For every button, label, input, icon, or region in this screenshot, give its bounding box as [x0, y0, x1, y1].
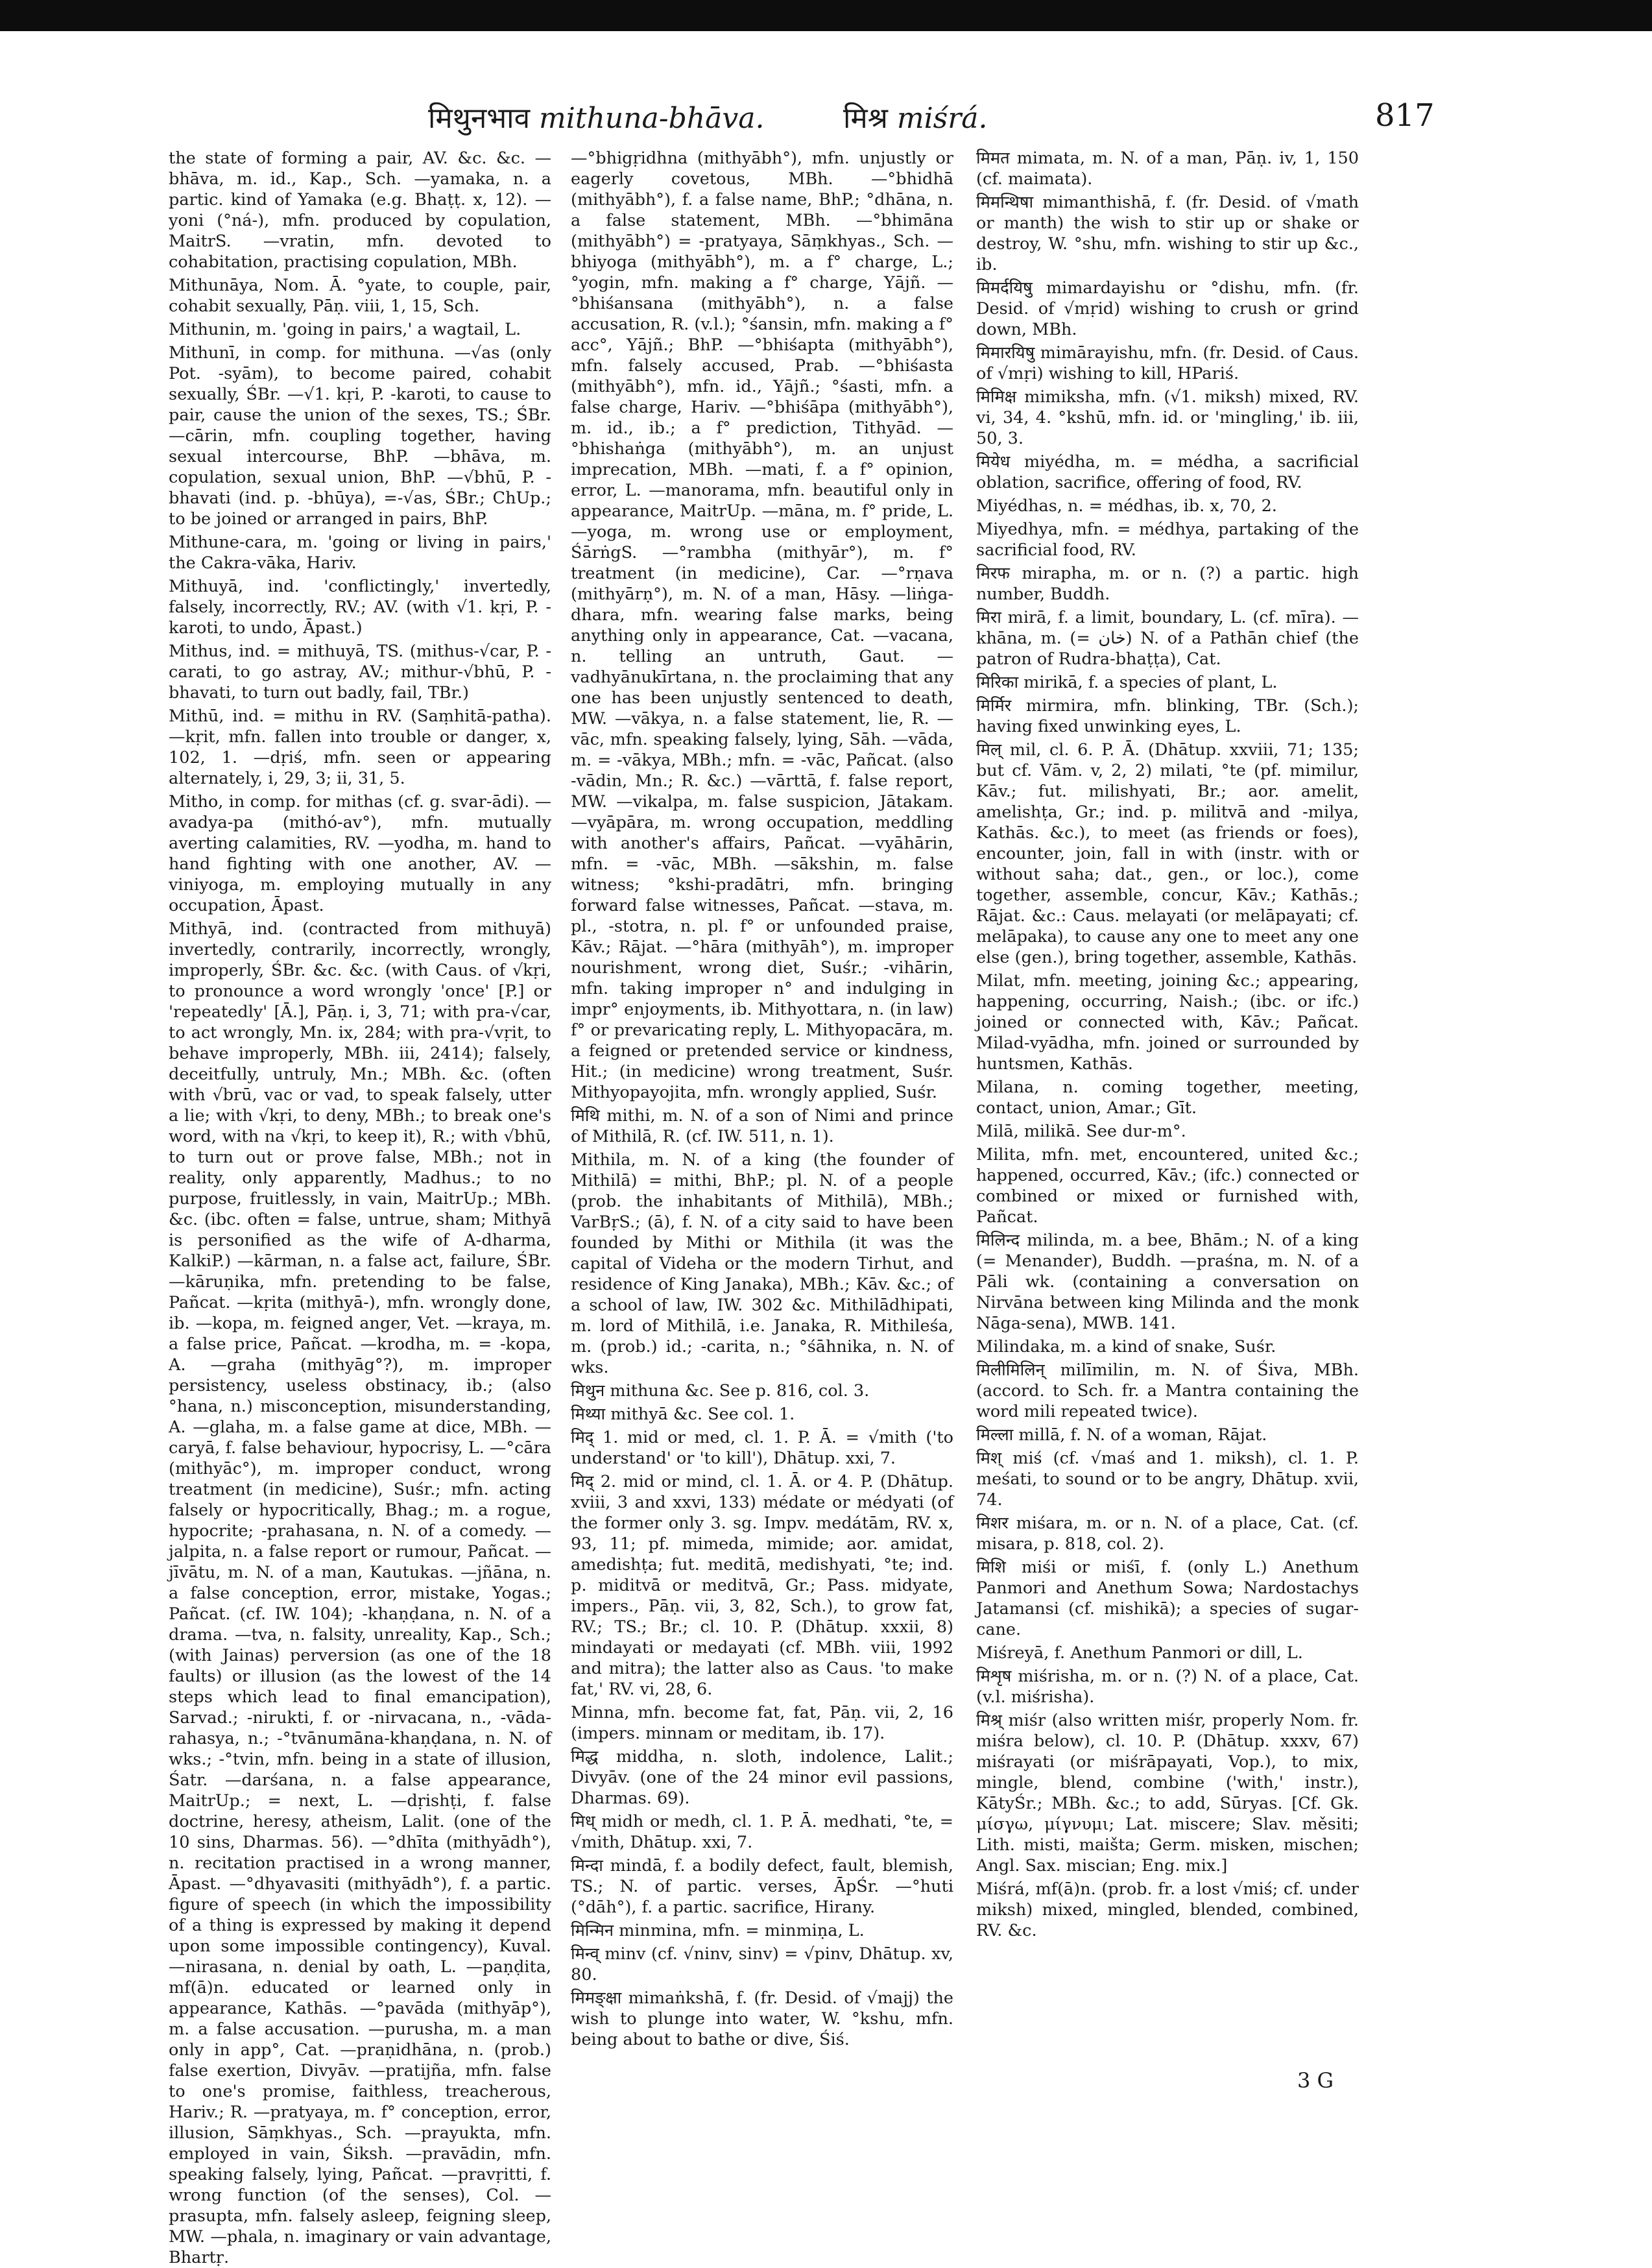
dictionary-entry: मिद् 2. mid or mind, cl. 1. Ā. or 4. P. (Dhātup. xviii, 3 and xxvi, 133) médate or médyati (of the former only 3. sg. Impv. medátām, RV. x, 93, 11; pf. mimeda, mimide; aor. amidat, amedishṭa; fut. meditā, medishyati, °te; ind. p. miditvā or meditvā, Gr.; Pass. midyate, impers., Pāṇ. vii, 3, 82, Sch.), to grow fat, RV.; TS.; Br.; cl. 10. P. (Dhātup. xxxii, 8) mindayati or medayati (cf. MBh. viii, 1992 and mitra); the latter also as Caus. 'to make fat,' RV. vi, 28, 6.: [571, 1472, 953, 1699]
dictionary-entry: मिरा mirā, f. a limit, boundary, L. (cf. mīra). —khāna, m. (= خان) N. of a Pathān chief (the patron of Rudra-bhaṭṭa), Cat.: [976, 608, 1359, 669]
header-left-devanagari: मिथुनभाव: [428, 102, 531, 135]
dictionary-entry: Milana, n. coming together, meeting, contact, union, Amar.; Gīt.: [976, 1078, 1359, 1118]
header-mid-devanagari: मिश्र: [843, 102, 888, 135]
dictionary-entry: Minna, mfn. become fat, fat, Pāṇ. vii, 2, 16 (impers. minnam or meditam, ib. 17).: [571, 1703, 953, 1743]
column-middle: [571, 148, 953, 2088]
column-left: [169, 148, 552, 2267]
scan-top-edge: [0, 0, 1652, 31]
dictionary-entry: मिमङ्क्षा mimaṅkshā, f. (fr. Desid. of √majj) the wish to plunge into water, W. °kshu, mfn. being about to bathe or dive, Śiś.: [571, 1988, 953, 2049]
running-header: [195, 97, 1435, 143]
dictionary-entry: मिश्र् miśr (also written miśr, properly Nom. fr. miśra below), cl. 10. P. (Dhātup. xxxv, 67) miśrayati (or miśrāpayati, Vop.), to mix, mingle, blend, combine ('with,' instr.), KātyŚr.; MBh. &c.; to add, Sūryas. [Cf. Gk. μίσγω, μίγνυμι; Lat. miscere; Slav. měsiti; Lith. misti, maišta; Germ. misken, mischen; Angl. Sax. miscian; Eng. mix.]: [976, 1711, 1359, 1876]
page-number: 817: [1375, 97, 1435, 134]
dictionary-entry: Milat, mfn. meeting, joining &c.; appearing, happening, occurring, Naish.; (ibc. or ifc.) joined or connected with, Kāv.; Pañcat. Milad-vyādha, mfn. joined or surrounded by huntsmen, Kathās.: [976, 971, 1359, 1074]
signature-mark: 3 G: [1297, 2068, 1334, 2093]
dictionary-entry: Mithunī, in comp. for mithuna. —√as (only Pot. -syām), to become paired, cohabit sexually, ŚBr. —√1. kṛi, P. -karoti, to cause to pair, cause the union of the sexes, TS.; ŚBr. —cārin, mfn. coupling together, having sexual intercourse, BhP. —bhāva, m. copulation, sexual union, BhP. —√bhū, P. -bhavati (ind. p. -bhūya), =-√as, ŚBr.; ChUp.; to be joined or arranged in pairs, BhP.: [169, 343, 551, 529]
dictionary-entry: मिर्मिर mirmira, mfn. blinking, TBr. (Sch.); having fixed unwinking eyes, L.: [976, 696, 1359, 736]
dictionary-entry: मिल्ला millā, f. N. of a woman, Rājat.: [976, 1425, 1267, 1445]
dictionary-entry: Mitho, in comp. for mithas (cf. g. svar-ādi). —avadya-pa (mithó-av°), mfn. mutually averting calamities, RV. —yodha, m. hand to hand fighting with one another, AV. —viniyoga, m. employing mutually in any occupation, Āpast.: [169, 792, 551, 915]
dictionary-entry: मियेध miyédha, m. = médha, a sacrificial oblation, sacrifice, offering of food, RV.: [976, 452, 1359, 492]
dictionary-entry: मिशृष miśrisha, m. or n. (?) N. of a place, Cat. (v.l. miśrisha).: [976, 1667, 1359, 1707]
dictionary-entry: मिमिक्ष mimiksha, mfn. (√1. miksh) mixed, RV. vi, 34, 4. °kshū, mfn. id. or 'mingling,' ib. iii, 50, 3.: [976, 387, 1359, 448]
dictionary-entry: मिलिन्द milinda, m. a bee, Bhām.; N. of a king (= Menander), Buddh. —praśna, m. N. of a Pāli wk. (containing a conversation on Nirvāna between king Milinda and the monk Nāga-sena), MWB. 141.: [976, 1231, 1359, 1333]
dictionary-entry: मिरफ mirapha, m. or n. (?) a partic. high number, Buddh.: [976, 564, 1359, 604]
dictionary-entry: मिन्दा mindā, f. a bodily defect, fault, blemish, TS.; N. of partic. verses, ĀpŚr. —°huti (°dāh°), f. a partic. sacrifice, Hirany.: [571, 1856, 953, 1917]
dictionary-entry: the state of forming a pair, AV. &c. &c. —bhāva, m. id., Kap., Sch. —yamaka, n. a partic. kind of Yamaka (e.g. Bhaṭṭ. x, 12). —yoni (°ná-), mfn. produced by copulation, MaitrS. —vratin, mfn. devoted to cohabitation, practising copulation, MBh.: [169, 149, 551, 272]
dictionary-entry: Mithū, ind. = mithu in RV. (Saṃhitā-patha). —kṛit, mfn. fallen into trouble or danger, x, 102, 1. —dṛiś, mfn. seen or appearing alternately, i, 29, 3; ii, 31, 5.: [169, 706, 551, 788]
dictionary-entry: मिथ्या mithyā &c. See col. 1.: [571, 1405, 795, 1424]
dictionary-entry: Miyedhya, mfn. = médhya, partaking of the sacrificial food, RV.: [976, 520, 1359, 560]
dictionary-entry: Milindaka, m. a kind of snake, Suśr.: [976, 1337, 1276, 1357]
dictionary-entry: मिशि miśi or miśī, f. (only L.) Anethum Panmori and Anethum Sowa; Nardostachys Jatamansi (cf. mishikā); a species of sugar-cane.: [976, 1558, 1359, 1639]
dictionary-entry: Milā, milikā. See dur-m°.: [976, 1122, 1186, 1141]
dictionary-entry: मिध् midh or medh, cl. 1. P. Ā. medhati, °te, = √mith, Dhātup. xxi, 7.: [571, 1812, 953, 1852]
dictionary-entry: —°bhigṛidhna (mithyābh°), mfn. unjustly or eagerly covetous, MBh. —°bhidhā (mithyābh°), f. a false name, BhP.; °dhāna, n. a false statement, MBh. —°bhimāna (mithyābh°) = -pratyaya, Sāṃkhyas., Sch. —bhiyoga (mithyābh°), m. a f° charge, L.; °yogin, mfn. making a f° charge, Yājñ. —°bhiśansana (mithyābh°), n. a false accusation, R. (v.l.); °śansin, mfn. making a f° acc°, Yājñ.; BhP. —°bhiśapta (mithyābh°), mfn. falsely accused, Prab. —°bhiśasta (mithyābh°), mfn. id., Yājñ.; °śasti, mfn. a false charge, Hariv. —°bhiśāpa (mithyābh°), m. id., ib.; a f° prediction, Tithyād. —°bhishaṅga (mithyābh°), m. an unjust imprecation, MBh. —mati, f. a f° opinion, error, L. —manorama, mfn. beautiful only in appearance, MaitrUp. —māna, m. f° pride, L. —yoga, m. wrong use or employment, ŚārṅgS. —°rambha (mithyār°), m. f° treatment (in medicine), Car. —°rṇava (mithyārṇ°), m. N. of a man, Hāsy. —liṅga-dhara, mfn. wearing false marks, being anything only in appearance, Cat. —vacana, n. telling an untruth, Gaut. —vadhyānukīrtana, n. the proclaiming that any one has been unjustly sentenced to death, MW. —vākya, n. a false statement, lie, R. —vāc, mfn. speaking falsely, lying, Sāh. —vāda, m. = -vākya, MBh.; mfn. = -vāc, Pañcat. (also -vādin, Mn.; R. &c.) —vārttā, f. false report, MW. —vikalpa, m. false suspicion, Jātakam. —vyāpāra, m. wrong occupation, meddling with another's affairs, Pañcat. —vyāhārin, mfn. = -vāc, MBh. —sākshin, m. false witness; °kshi-pradātri, mfn. bringing forward false witnesses, Pañcat. —stava, m. pl., -stotra, n. pl. f° or unfounded praise, Kāv.; Rājat. —°hāra (mithyāh°), m. improper nourishment, wrong diet, Suśr.; -vihārin, mfn. taking improper n° and indulging in impr° enjoyments, ib. Mithyottara, n. (in law) f° or prevaricating reply, L. Mithyopacāra, m. a feigned or pretended service or kindness, Hit.; (in medicine) wrong treatment, Suśr. Mithyopayojita, mfn. wrongly applied, Suśr.: [571, 149, 953, 1102]
dictionary-entry: Mithuyā, ind. 'conflictingly,' invertedly, falsely, incorrectly, RV.; AV. (with √1. kṛi, P. -karoti, to undo, Āpast.): [169, 577, 551, 638]
dictionary-entry: मिद् 1. mid or med, cl. 1. P. Ā. = √mith ('to understand' or 'to kill'), Dhātup. xxi, 7.: [571, 1428, 953, 1468]
column-right: [976, 148, 1359, 2088]
dictionary-entry: मिथुन mithuna &c. See p. 816, col. 3.: [571, 1381, 870, 1401]
dictionary-entry: Milita, mfn. met, encountered, united &c.; happened, occurred, Kāv.; (ifc.) connected or combined or mixed or furnished with, Pañcat.: [976, 1145, 1359, 1227]
dictionary-entry: मिल् mil, cl. 6. P. Ā. (Dhātup. xxviii, 71; 135; but cf. Vām. v, 2, 2) milati, °te (pf. mimilur, Kāv.; fut. milishyati, Br.; aor. amelit, amelishṭa, Gr.; ind. p. militvā and -milya, Kathās. &c.), to meet (as friends or foes), encounter, join, fall in with (instr. with or without saha; dat., gen., or loc.), come together, assemble, concur, Kāv.; Kathās.; Rājat. &c.: Caus. melayati (or melāpayati; cf. melāpaka), to cause any one to meet any one else (gen.), bring together, assemble, Kathās.: [976, 740, 1359, 967]
dictionary-entry: Miśrá, mf(ā)n. (prob. fr. a lost √miś; cf. under miksh) mixed, mingled, blended, combined, RV. &c.: [976, 1879, 1359, 1940]
header-left-headword: [428, 97, 764, 136]
dictionary-entry: Mithus, ind. = mithuyā, TS. (mithus-√car, P. -carati, to go astray, AV.; mithur-√bhū, P. -bhavati, to turn out badly, fail, TBr.): [169, 642, 551, 703]
dictionary-entry: मिशर miśara, m. or n. N. of a place, Cat. (cf. misara, p. 818, col. 2).: [976, 1514, 1359, 1554]
dictionary-entry: मिमन्थिषा mimanthishā, f. (fr. Desid. of √math or manth) the wish to stir up or shake or destroy, W. °shu, mfn. wishing to stir up &c., ib.: [976, 193, 1359, 274]
dictionary-entry: Mithyā, ind. (contracted from mithuyā) invertedly, contrarily, incorrectly, wrongly, improperly, ŚBr. &c. &c. (with Caus. of √kṛi, to pronounce a word wrongly 'once' [P.] or 'repeatedly' [Ā.], Pāṇ. i, 3, 71; with pra-√car, to act wrongly, Mn. ix, 284; with pra-√vṛit, to behave improperly, MBh. iii, 2414); falsely, deceitfully, untruly, Mn.; MBh. &c. (often with √brū, vac or vad, to speak falsely, utter a lie; with √kṛi, to deny, MBh.; to break one's word, with na √kṛi, to keep it), R.; with √bhū, to turn out or prove false, MBh.; not in reality, only apparently, Madhus.; to no purpose, fruitlessly, in vain, MaitrUp.; MBh. &c. (ibc. often = false, untrue, sham; Mithyā is personified as the wife of A-dharma, KalkiP.) —kārman, n. a false act, failure, ŚBr. —kāruṇika, mfn. pretending to be false, Pañcat. —kṛita (mithyā-), mfn. wrongly done, ib. —kopa, m. feigned anger, Vet. —kraya, m. a false price, Pañcat. —krodha, m. = -kopa, A. —graha (mithyāg°?), m. improper persistency, useless obstinacy, ib.; (also °hana, n.) misconception, misunderstanding, A. —glaha, m. a false game at dice, MBh. —caryā, f. false behaviour, hypocrisy, L. —°cāra (mithyāc°), m. improper conduct, wrong treatment (in medicine), Suśr.; mfn. acting falsely or hypocritically, Bhag.; m. a rogue, hypocrite; -prahasana, n. N. of a comedy. —jalpita, n. a false report or rumour, Pañcat. —jīvātu, m. N. of a man, Kautukas. —jñāna, n. a false conception, error, mistake, Yogas.; Pañcat. (cf. IW. 104); -khaṇḍana, n. N. of a drama. —tva, n. falsity, unreality, Kap., Sch.; (with Jainas) perversion (as one of the 18 faults) or illusion (as the lowest of the 14 steps which lead to final emancipation), Sarvad.; -nirukti, f. or -nirvacana, n., -vāda-rahasya, n.; -°tvānumāna-khaṇḍana, n. N. of wks.; -°tvin, mfn. being in a state of illusion, Śatr. —darśana, n. a false appearance, MaitrUp.; = next, L. —dṛishṭi, f. false doctrine, heresy, atheism, Lalit. (one of the 10 sins, Dharmas. 56). —°dhīta (mithyādh°), n. recitation practised in a wrong manner, Āpast. —°dhyavasiti (mithyādh°), f. a partic. figure of speech (in which the impossibility of a thing is expressed by making it depend upon some impossible contingency), Kuval. —nirasana, n. denial by oath, L. —paṇḍita, mf(ā)n. educated or learned only in appearance, Kathās. —°pavāda (mithyāp°), m. a false accusation. —purusha, m. a man only in app°, Cat. —praṇidhāna, n. (prob.) false exertion, Divyāv. —pratijña, mfn. false to one's promise, faithless, treacherous, Hariv.; R. —pratyaya, m. f° conception, error, illusion, Sāṃkhyas., Sch. —prayukta, mfn. employed in vain, Śiksh. —pravādin, mfn. speaking falsely, lying, Pañcat. —pravṛitti, f. wrong function (of the senses), Col. —prasupta, mfn. falsely asleep, feigning sleep, MW. —phala, n. imaginary or vain advantage, Bhartṛ.: [169, 919, 552, 2267]
dictionary-entry: मिन्व् minv (cf. √ninv, sinv) = √pinv, Dhātup. xv, 80.: [571, 1944, 953, 1984]
dictionary-entry: Mithunāya, Nom. Ā. °yate, to couple, pair, cohabit sexually, Pāṇ. viii, 1, 15, Sch.: [169, 276, 551, 316]
header-mid-transliteration: miśrá.: [896, 102, 988, 135]
dictionary-entry: मिमत mimata, m. N. of a man, Pāṇ. iv, 1, 150 (cf. maimata).: [976, 149, 1359, 189]
dictionary-entry: Miśreyā, f. Anethum Panmori or dill, L.: [976, 1643, 1303, 1663]
dictionary-entry: मिमारयिषु mimārayishu, mfn. (fr. Desid. of Caus. of √mṛi) wishing to kill, HPariś.: [976, 343, 1359, 383]
dictionary-entry: मिथि mithi, m. N. of a son of Nimi and prince of Mithilā, R. (cf. IW. 511, n. 1).: [571, 1106, 953, 1146]
dictionary-entry: Mithune-cara, m. 'going or living in pairs,' the Cakra-vāka, Hariv.: [169, 533, 551, 573]
dictionary-entry: मिरिका mirikā, f. a species of plant, L.: [976, 673, 1278, 692]
dictionary-entry: मिमर्दयिषु mimardayishu or °dishu, mfn. (fr. Desid. of √mṛid) wishing to crush or grind down, MBh.: [976, 278, 1359, 339]
header-left-transliteration: mithuna-bhāva.: [539, 102, 765, 135]
dictionary-entry: Mithunin, m. 'going in pairs,' a wagtail, L.: [169, 320, 521, 339]
header-right-headword: [843, 97, 988, 136]
dictionary-entry: मिलीमिलिन् milīmilin, m. N. of Śiva, MBh. (accord. to Sch. fr. a Mantra containing the word mili repeated twice).: [976, 1360, 1359, 1421]
dictionary-entry: मिश् miś (cf. √maś and 1. miksh), cl. 1. P. meśati, to sound or to be angry, Dhātup. xvii, 74.: [976, 1449, 1359, 1510]
dictionary-entry: Mithila, m. N. of a king (the founder of Mithilā) = mithi, BhP.; pl. N. of a people (prob. the inhabitants of Mithilā), MBh.; VarBṛS.; (ā), f. N. of a city said to have been founded by Mithi or Mithila (it was the capital of Videha or the modern Tirhut, and residence of King Janaka), MBh.; Kāv. &c.; of a school of law, IW. 302 &c. Mithilādhipati, m. lord of Mithilā, i.e. Janaka, R. Mithileśa, m. (prob.) id.; -carita, n.; °śāhnika, n. N. of wks.: [571, 1150, 953, 1377]
dictionary-entry: Miyédhas, n. = médhas, ib. x, 70, 2.: [976, 496, 1277, 516]
dictionary-entry: मिन्मिन minmina, mfn. = minmiṇa, L.: [571, 1921, 865, 1940]
dictionary-entry: मिद्ध middha, n. sloth, indolence, Lalit.; Divyāv. (one of the 24 minor evil passions, Dharmas. 69).: [571, 1747, 953, 1808]
